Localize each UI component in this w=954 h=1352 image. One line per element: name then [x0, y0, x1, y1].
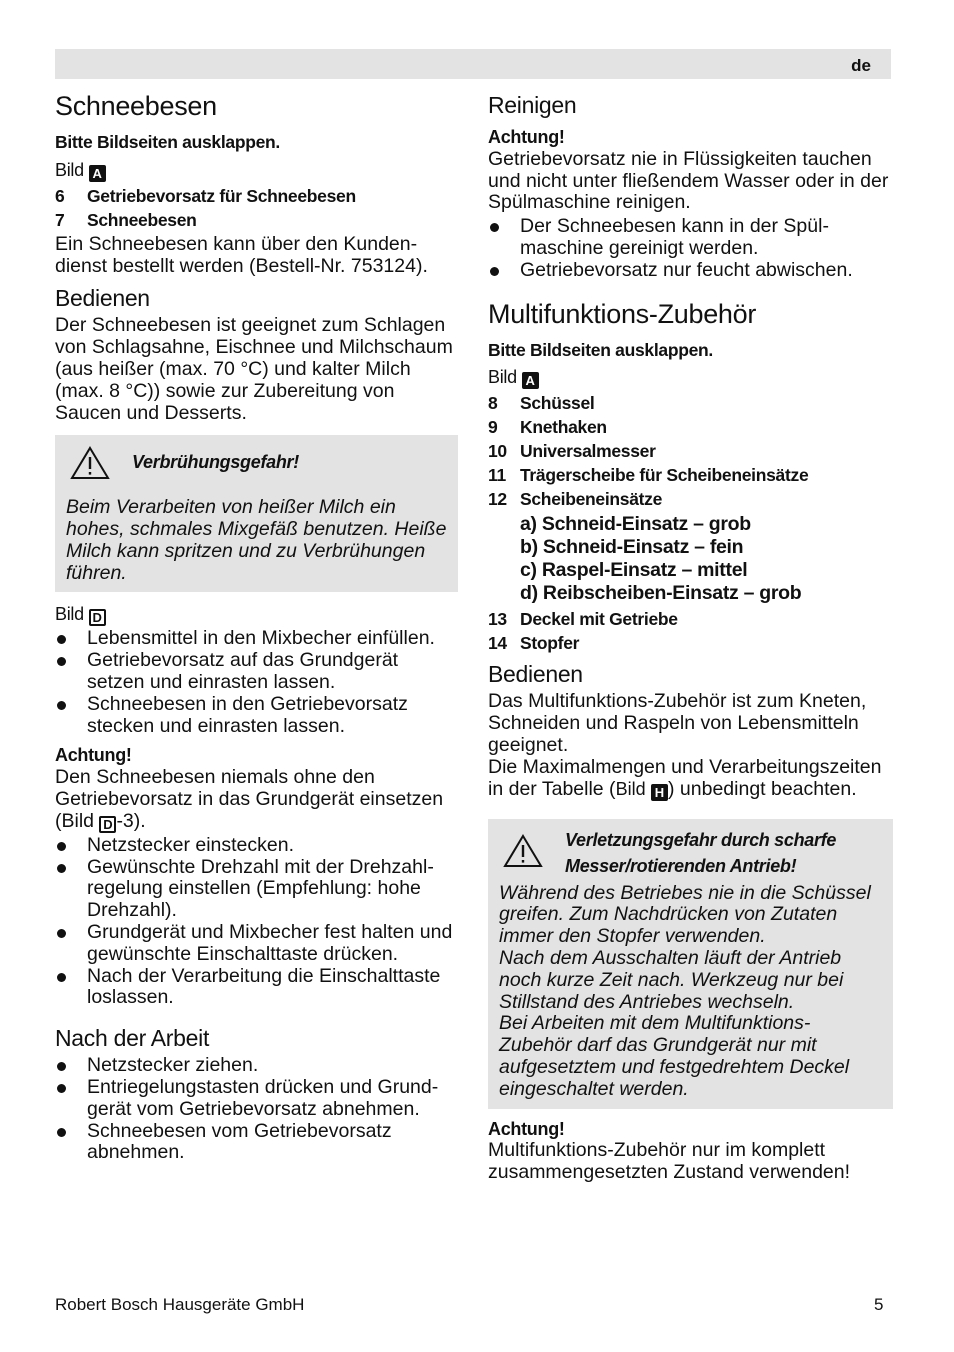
figure-badge-d: D: [89, 609, 106, 626]
warning-box-injury: [488, 819, 893, 1109]
left-column: [55, 90, 458, 1164]
heading-reinigen: Reinigen: [488, 92, 577, 118]
bullet-item: [55, 857, 458, 922]
language-code: de: [851, 56, 871, 75]
figure-label: Bild: [488, 367, 517, 388]
list-item: [488, 439, 893, 463]
item-number: 8: [488, 393, 498, 414]
bedienen-text: Der Schneebesen ist geeignet zum Schlagen von Schlagsahne, Eischnee und Milchschaum (aus heißer (max. 70 °C) und kalter Milch (max. 8 °C)) sowie zur Zubereitung von Saucen und Desserts.: [55, 314, 453, 424]
bullet-dot-icon: [55, 966, 87, 1010]
item-number: 14: [488, 633, 507, 654]
item-number: 7: [55, 209, 65, 230]
section-title-schneebesen: Schneebesen: [55, 91, 217, 121]
item-text: Deckel mit Getriebe: [520, 609, 678, 630]
figure-label: Bild: [55, 604, 84, 625]
bedienen-text-2: [488, 757, 893, 801]
insert-item: b) Schneid-Einsatz – fein: [520, 536, 744, 559]
final-text: Multifunktions-Zubehör nur im komplett zusammengesetzten Zustand verwenden!: [488, 1139, 851, 1184]
bullet-item: [488, 260, 893, 282]
item-text: Schüssel: [520, 393, 595, 414]
heading-nach-der-arbeit: Nach der Arbeit: [55, 1025, 210, 1052]
warning-triangle-icon: [499, 827, 565, 875]
warning-title: Verletzungsgefahr durch scharfe Messer/rotierenden Antrieb!: [565, 829, 837, 876]
item-number: 9: [488, 417, 498, 438]
bullet-text: Netzstecker einstecken.: [87, 833, 295, 856]
figure-ref-d: [55, 604, 458, 626]
right-column: [488, 90, 893, 1184]
warning-title: Verbrühungsgefahr!: [132, 452, 299, 473]
steps-list-1: [55, 628, 458, 737]
figure-badge-a: A: [522, 372, 539, 389]
bullet-item: [55, 922, 458, 966]
figure-ref: [488, 367, 893, 389]
list-item: [488, 487, 893, 511]
order-text: Ein Schneebesen kann über den Kunden-dienst bestellt werden (Bestell-Nr. 753124).: [55, 232, 428, 277]
item-text: Schneebesen: [87, 209, 197, 230]
heading-bedienen: Bedienen: [488, 661, 583, 688]
bullet-item: [488, 216, 893, 260]
parts-list-2: [488, 607, 893, 655]
bullet-item: [55, 966, 458, 1010]
bullet-item: [55, 835, 458, 857]
warning-body-1: Während des Betriebes nie in die Schüssel greifen. Zum Nachdrücken von Zutaten immer den Stopfer verwenden.: [499, 881, 871, 948]
clean-achtung: Achtung!: [488, 127, 565, 147]
bullet-item: [55, 1077, 458, 1121]
parts-list: [488, 391, 893, 511]
bullet-dot-icon: [488, 216, 520, 260]
bullet-text: Schneebesen vom Getriebevorsatz abnehmen.: [87, 1119, 392, 1164]
achtung-text: [55, 767, 458, 833]
bullet-dot-icon: [55, 857, 87, 922]
list-item: [55, 208, 458, 232]
unfold-note: Bitte Bildseiten ausklappen.: [488, 339, 713, 360]
figure-ref: [55, 160, 458, 182]
bullet-text: Gewünschte Drehzahl mit der Drehzahl-regelung einstellen (Empfehlung: hohe Drehzahl).: [87, 855, 434, 922]
achtung-text-part: Den Schneebesen niemals ohne den Getriebevorsatz in das Grundgerät einsetzen (Bild: [55, 766, 444, 832]
warning-body-3: Bei Arbeiten mit dem Multifunktions-Zubehör darf das Grundgerät nur mit aufgesetztem und festgedrehtem Deckel eingeschaltet werden.: [499, 1012, 850, 1100]
item-number: 12: [488, 489, 507, 510]
item-text: Trägerscheibe für Scheibeneinsätze: [520, 465, 809, 486]
bullet-text: Grundgerät und Mixbecher fest halten und gewünschte Einschalttaste drücken.: [87, 920, 453, 965]
bullet-dot-icon: [55, 1055, 87, 1077]
final-achtung: Achtung!: [488, 1118, 565, 1139]
steps-list-2: [55, 835, 458, 1009]
warning-body-2: Nach dem Ausschalten läuft der Antrieb noch kurze Zeit nach. Werkzeug nur bei Stillstand des Antriebes wechseln.: [499, 946, 844, 1013]
insert-item: a) Schneid-Einsatz – grob: [520, 513, 751, 536]
warning-triangle-icon: [66, 445, 132, 487]
figure-label: Bild: [55, 159, 84, 180]
item-text: Scheibeneinsätze: [520, 489, 663, 510]
bullet-dot-icon: [55, 694, 87, 738]
list-item: [488, 415, 893, 439]
header-bar: [55, 49, 891, 79]
bullet-item: [55, 628, 458, 650]
bullet-text: Netzstecker ziehen.: [87, 1054, 259, 1077]
list-item: [488, 631, 893, 655]
figure-badge-d: D: [99, 816, 116, 833]
list-item: [488, 463, 893, 487]
clean-text: Getriebevorsatz nie in Flüssigkeiten tauchen und nicht unter fließendem Wasser oder in der Spülmaschine reinigen.: [488, 147, 889, 214]
bullet-dot-icon: [55, 628, 87, 650]
bullet-item: [55, 1121, 458, 1165]
item-text: Universalmesser: [520, 441, 656, 462]
footer-company: Robert Bosch Hausgeräte GmbH: [55, 1295, 305, 1314]
heading-bedienen: Bedienen: [55, 285, 150, 312]
item-text: Getriebevorsatz für Schneebesen: [87, 185, 356, 206]
bullet-dot-icon: [55, 835, 87, 857]
list-item: [488, 391, 893, 415]
figure-badge-a: A: [89, 165, 106, 182]
achtung-text-part: -3).: [116, 809, 146, 832]
bedienen-text: Das Multifunktions-Zubehör ist zum Kneten, Schneiden und Raspeln von Lebensmitteln geeignet.: [488, 690, 867, 756]
bullet-text: Lebensmittel in den Mixbecher einfüllen.: [87, 627, 435, 650]
after-work-list: [55, 1055, 458, 1164]
page-number: 5: [874, 1295, 884, 1314]
bullet-dot-icon: [55, 922, 87, 966]
bedienen-text-part: Die Maximalmengen und Verarbeitungszeiten in der Tabelle (: [488, 755, 882, 800]
bullet-dot-icon: [488, 260, 520, 282]
parts-list: [55, 184, 458, 232]
bullet-text: Schneebesen in den Getriebevorsatz stecken und einrasten lassen.: [87, 692, 408, 737]
list-item: [55, 184, 458, 208]
insert-item: d) Reibscheiben-Einsatz – grob: [520, 582, 802, 605]
bullet-dot-icon: [55, 1077, 87, 1121]
unfold-note: Bitte Bildseiten ausklappen.: [55, 132, 280, 152]
list-item: [488, 607, 893, 631]
figure-label: Bild: [615, 778, 646, 799]
bullet-text: Der Schneebesen kann in der Spül-maschine gereinigt werden.: [520, 215, 829, 259]
item-text: Knethaken: [520, 417, 607, 438]
warning-body: Beim Verarbeiten von heißer Milch ein hohes, schmales Mixgefäß benutzen. Heiße Milch kann spritzen und zu Verbrühungen führen.: [66, 496, 447, 584]
item-number: 11: [488, 465, 506, 486]
inserts-list: [488, 513, 893, 605]
warning-box-scald: [55, 435, 458, 592]
bullet-text: Entriegelungstasten drücken und Grund-gerät vom Getriebevorsatz abnehmen.: [87, 1075, 439, 1120]
bullet-text: Getriebevorsatz auf das Grundgerät setzen und einrasten lassen.: [87, 649, 399, 693]
section-title-multifunktion: Multifunktions-Zubehör: [488, 298, 757, 329]
item-number: 6: [55, 185, 65, 206]
item-number: 13: [488, 609, 507, 630]
item-number: 10: [488, 441, 507, 462]
bullet-dot-icon: [55, 650, 87, 694]
bullet-text: Getriebevorsatz nur feucht abwischen.: [520, 258, 853, 281]
bullet-text: Nach der Verarbeitung die Einschalttaste loslassen.: [87, 964, 441, 1009]
item-text: Stopfer: [520, 633, 580, 654]
bullet-item: [55, 1055, 458, 1077]
clean-steps: [488, 216, 893, 281]
bullet-item: [55, 650, 458, 694]
bullet-item: [55, 694, 458, 738]
figure-badge-h: H: [651, 784, 668, 801]
achtung-label: Achtung!: [55, 745, 132, 766]
bedienen-text-part: ) unbedingt beachten.: [668, 777, 857, 800]
bullet-dot-icon: [55, 1121, 87, 1165]
insert-item: c) Raspel-Einsatz – mittel: [520, 559, 748, 582]
